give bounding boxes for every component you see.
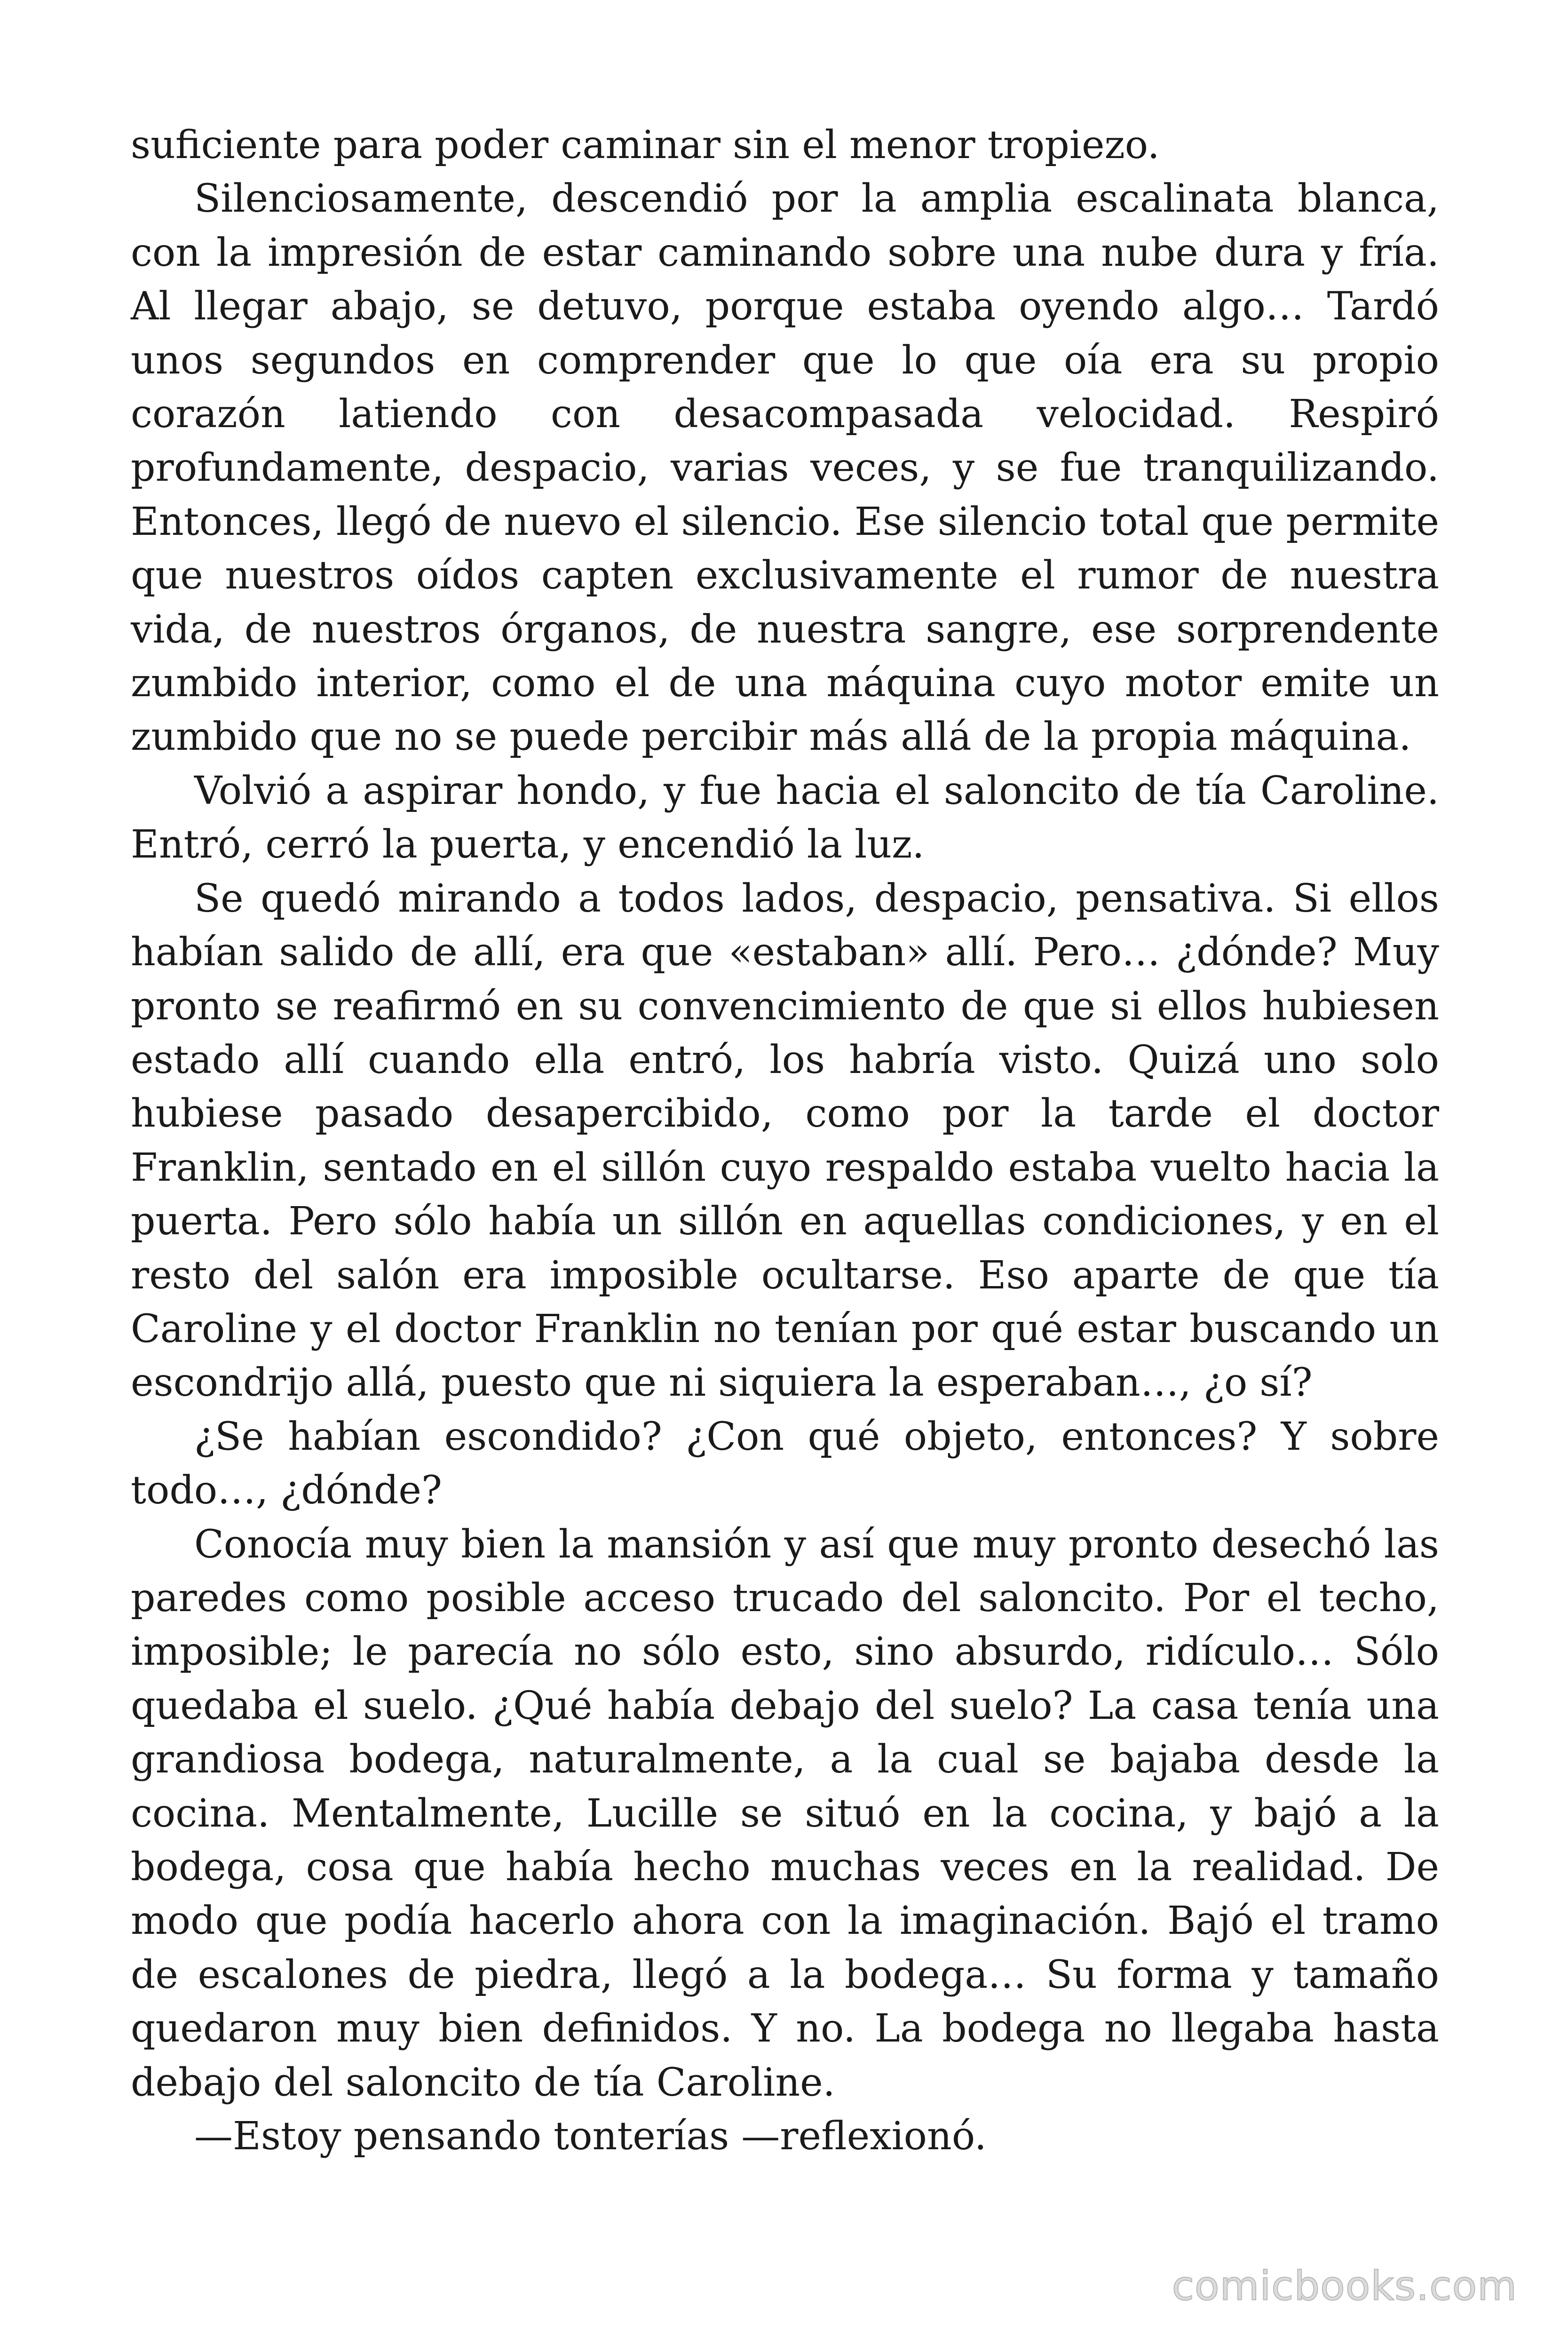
watermark: comicbooks.com — [1172, 2263, 1517, 2310]
paragraph: Conocía muy bien la mansión y así que muy pronto desechó las paredes como posible acceso trucado del saloncito. Por el techo, imposible; le parecía no sólo esto, sino absurdo, ridículo… Sólo quedaba el suelo. ¿Qué había debajo del suelo? La casa tenía una grandiosa bodega, naturalmente, a la cual se bajaba desde la cocina. Mentalmente, Lucille se situó en la cocina, y bajó a la bodega, cosa que había hecho muchas veces en la realidad. De modo que podía hacerlo ahora con la imaginación. Bajó el tramo de escalones de piedra, llegó a la bodega… Su forma y tamaño quedaron muy bien definidos. Y no. La bodega no llegaba hasta debajo del saloncito de tía Caroline. — [131, 1522, 1439, 2105]
paragraph: Se quedó mirando a todos lados, despacio, pensativa. Si ellos habían salido de allí, era que «estaban» allí. Pero… ¿dónde? Muy pronto se reafirmó en su convencimiento de que si ellos hubiesen estado allí cuando ella entró, los habría visto. Quizá uno solo hubiese pasado desapercibido, como por la tarde el doctor Franklin, sentado en el sillón cuyo respaldo estaba vuelto hacia la puerta. Pero sólo había un sillón en aquellas condiciones, y en el resto del salón era imposible ocultarse. Eso aparte de que tía Caroline y el doctor Franklin no tenían por qué estar buscando un escondrijo allá, puesto que ni siquiera la esperaban…, ¿o sí? — [131, 876, 1439, 1406]
book-page-text — [131, 119, 1439, 2163]
paragraph-continuation: suficiente para poder caminar sin el menor tropiezo. — [131, 123, 1160, 167]
paragraph: —Estoy pensando tonterías —reflexionó. — [194, 2114, 987, 2159]
paragraph: Silenciosamente, descendió por la amplia escalinata blanca, con la impresión de estar caminando sobre una nube dura y fría. Al llegar abajo, se detuvo, porque estaba oyendo algo… Tardó unos segundos en comprender que lo que oía era su propio corazón latiendo con desacompasada velocidad. Respiró profundamente, despacio, varias veces, y se fue tranquilizando. Entonces, llegó de nuevo el silencio. Ese silencio total que permite que nuestros oídos capten exclusivamente el rumor de nuestra vida, de nuestros órganos, de nuestra sangre, ese sorprendente zumbido interior, como el de una máquina cuyo motor emite un zumbido que no se puede percibir más allá de la propia máquina. — [131, 176, 1439, 760]
paragraph: ¿Se habían escondido? ¿Con qué objeto, entonces? Y sobre todo…, ¿dónde? — [131, 1414, 1439, 1513]
paragraph: Volvió a aspirar hondo, y fue hacia el saloncito de tía Caroline. Entró, cerró la puerta, y encendió la luz. — [131, 768, 1439, 867]
